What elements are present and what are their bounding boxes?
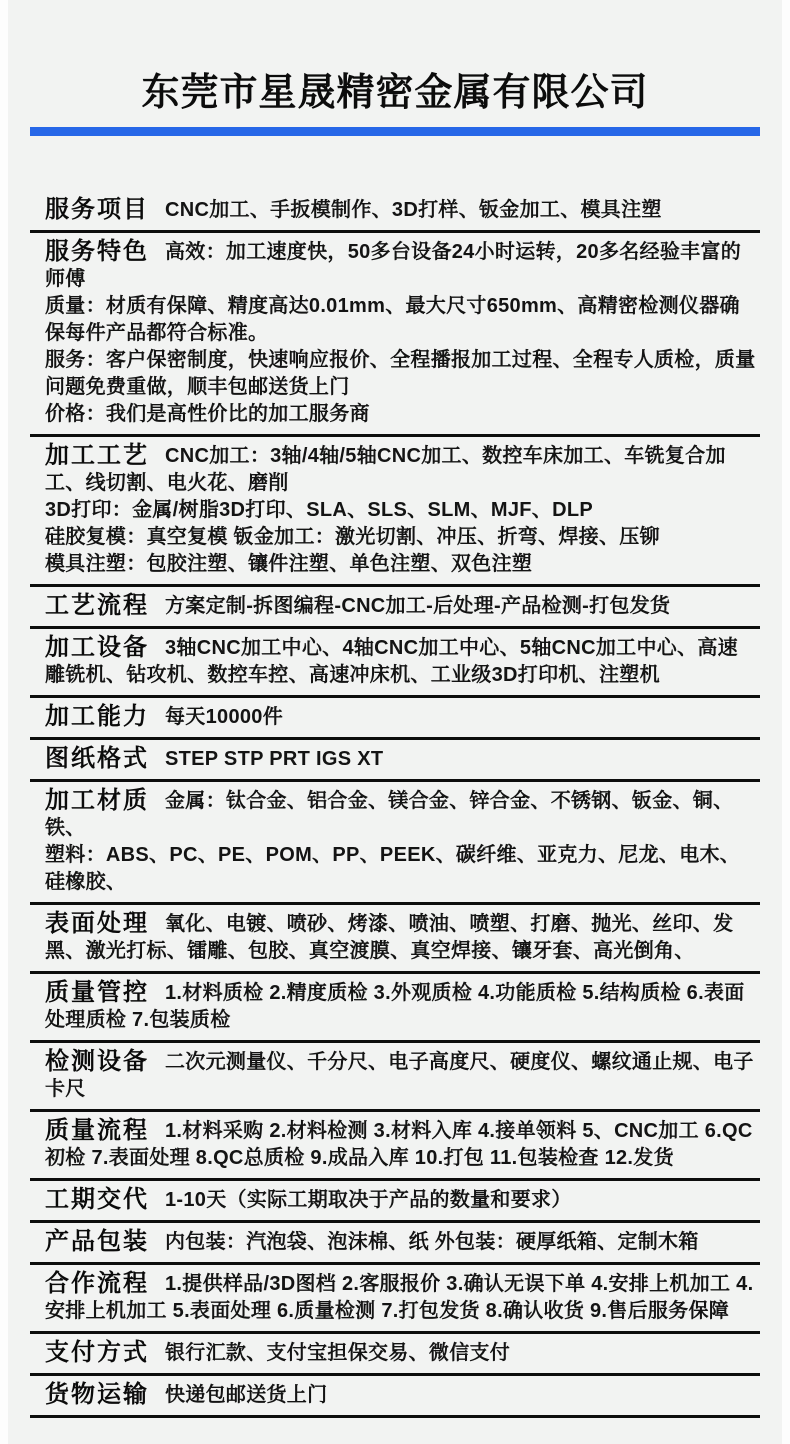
- row-label: 加工材质: [45, 786, 149, 814]
- info-row: [30, 740, 760, 782]
- row-label: 产品包装: [45, 1227, 149, 1255]
- row-label: 表面处理: [45, 909, 149, 937]
- row-content: 快递包邮送货上门: [165, 1383, 328, 1406]
- info-table: [8, 191, 782, 1418]
- title-underline-bar: [30, 127, 760, 136]
- row-first-line: [30, 979, 760, 1034]
- row-label: 支付方式: [45, 1338, 149, 1366]
- row-content: 氧化、电镀、喷砂、烤漆、喷油、喷塑、打磨、抛光、丝印、发黑、激光打标、镭雕、包胶、真空渡膜、真空焊接、镶牙套、高光倒角、: [45, 912, 734, 962]
- row-extra-line: 塑料：ABS、PC、PE、POM、PP、PEEK、碳纤维、亚克力、尼龙、电木、硅橡胶、: [45, 843, 741, 893]
- info-row: [30, 1112, 760, 1181]
- row-content: 银行汇款、支付宝担保交易、微信支付: [165, 1341, 511, 1364]
- info-row: [30, 1265, 760, 1334]
- row-label: 工艺流程: [45, 591, 149, 619]
- row-content: 3轴CNC加工中心、4轴CNC加工中心、5轴CNC加工中心、高速雕铣机、钻攻机、数控车控、高速冲床机、工业级3D打印机、注塑机: [45, 636, 738, 686]
- row-first-line: [30, 1270, 760, 1325]
- row-extra-line: 模具注塑：包胶注塑、镶件注塑、单色注塑、双色注塑: [45, 552, 533, 575]
- company-title: 东莞市星晟精密金属有限公司: [141, 72, 649, 114]
- row-first-line: [30, 442, 760, 497]
- row-first-line: [30, 910, 760, 965]
- info-row: [30, 191, 760, 233]
- row-first-line: [30, 1048, 760, 1103]
- row-extra-line: 硅胶复模：真空复模 钣金加工：激光切割、冲压、折弯、焊接、压铆: [45, 525, 660, 548]
- row-content: 1.材料采购 2.材料检测 3.材料入库 4.接单领料 5、CNC加工 6.QC初检 7.表面处理 8.QC总质检 9.成品入库 10.打包 11.包装检查 12.发货: [45, 1119, 753, 1169]
- row-first-line: [30, 592, 760, 620]
- info-row: [30, 698, 760, 740]
- row-label: 加工工艺: [45, 441, 149, 469]
- info-row: [30, 1181, 760, 1223]
- row-first-line: [30, 787, 760, 842]
- row-extra-line: 3D打印：金属/树脂3D打印、SLA、SLS、SLM、MJF、DLP: [45, 498, 594, 521]
- row-label: 加工能力: [45, 702, 149, 730]
- row-content: 二次元测量仪、千分尺、电子高度尺、硬度仪、螺纹通止规、电子卡尺: [45, 1050, 754, 1100]
- row-first-line: [30, 196, 760, 224]
- row-content: 1.提供样品/3D图档 2.客服报价 3.确认无误下单 4.安排上机加工 4.安排上机加工 5.表面处理 6.质量检测 7.打包发货 8.确认收货 9.售后服务保障: [45, 1272, 754, 1322]
- row-label: 质量流程: [45, 1116, 149, 1144]
- row-content: 金属：钛合金、铝合金、镁合金、锌合金、不锈钢、钣金、铜、铁、: [45, 789, 734, 839]
- info-row: [30, 1043, 760, 1112]
- row-label: 服务项目: [45, 195, 149, 223]
- info-row: [30, 974, 760, 1043]
- row-first-line: [30, 703, 760, 731]
- info-row: [30, 905, 760, 974]
- info-row: [30, 1334, 760, 1376]
- row-first-line: [30, 1186, 760, 1214]
- row-first-line: [30, 238, 760, 293]
- row-content: STEP STP PRT IGS XT: [165, 747, 384, 770]
- row-label: 检测设备: [45, 1047, 149, 1075]
- row-content: CNC加工、手扳模制作、3D打样、钣金加工、模具注塑: [165, 198, 662, 221]
- row-label: 服务特色: [45, 237, 149, 265]
- row-content: 方案定制-拆图编程-CNC加工-后处理-产品检测-打包发货: [165, 594, 671, 617]
- row-first-line: [30, 1117, 760, 1172]
- info-panel: [8, 0, 782, 1444]
- row-first-line: [30, 1339, 760, 1367]
- header: [8, 0, 782, 136]
- row-content: 1-10天（实际工期取决于产品的数量和要求）: [165, 1188, 572, 1211]
- row-label: 工期交代: [45, 1185, 149, 1213]
- row-content: 每天10000件: [165, 705, 284, 728]
- row-label: 货物运输: [45, 1380, 149, 1408]
- row-extra-line: 价格：我们是高性价比的加工服务商: [45, 402, 370, 425]
- row-content: 高效：加工速度快，50多台设备24小时运转，20多名经验丰富的师傅: [45, 240, 742, 290]
- row-content: 内包装：汽泡袋、泡沫棉、纸 外包装：硬厚纸箱、定制木箱: [165, 1230, 699, 1253]
- info-row: [30, 1223, 760, 1265]
- row-extra-line: 质量：材质有保障、精度高达0.01mm、最大尺寸650mm、高精密检测仪器确保每件产品都符合标准。: [45, 294, 740, 344]
- row-label: 质量管控: [45, 978, 149, 1006]
- row-first-line: [30, 1381, 760, 1409]
- info-row: [30, 1376, 760, 1418]
- row-extra-line: 服务：客户保密制度，快速响应报价、全程播报加工过程、全程专人质检，质量问题免费重做，顺丰包邮送货上门: [45, 348, 756, 398]
- info-row: [30, 587, 760, 629]
- row-first-line: [30, 1228, 760, 1256]
- row-label: 合作流程: [45, 1269, 149, 1297]
- info-row: [30, 782, 760, 905]
- row-content: CNC加工：3轴/4轴/5轴CNC加工、数控车床加工、车铣复合加工、线切割、电火花、磨削: [45, 444, 726, 494]
- row-first-line: [30, 634, 760, 689]
- info-row: [30, 233, 760, 437]
- info-row: [30, 629, 760, 698]
- row-first-line: [30, 745, 760, 773]
- row-label: 图纸格式: [45, 744, 149, 772]
- row-label: 加工设备: [45, 633, 149, 661]
- row-content: 1.材料质检 2.精度质检 3.外观质检 4.功能质检 5.结构质检 6.表面处理质检 7.包装质检: [45, 981, 745, 1031]
- info-row: [30, 437, 760, 587]
